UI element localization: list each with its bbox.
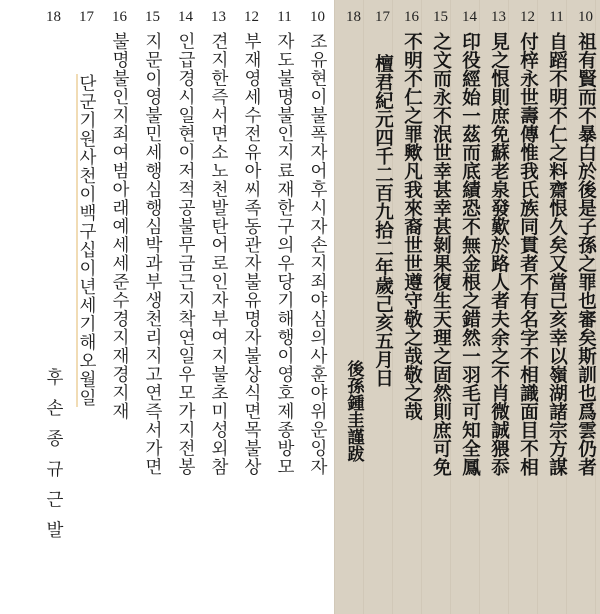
translation-column-17	[70, 0, 103, 614]
column-number: 11	[277, 9, 292, 25]
column-number: 14	[178, 9, 193, 25]
original-column-13	[484, 0, 513, 614]
translation-column-18	[37, 0, 70, 614]
column-number: 13	[211, 9, 226, 25]
column-text: 조유현이불폭자어후시자손지죄야심의사훈야위운잉자	[307, 32, 328, 476]
translation-column-16	[103, 0, 136, 614]
column-text: 부재영세수전유아씨족동관자불유명자불상식면목불상	[241, 32, 262, 476]
column-number: 17	[79, 9, 94, 25]
translation-column-12	[235, 0, 268, 614]
column-number: 11	[549, 9, 564, 25]
column-text: 付梓永世壽傳惟我氏族同貫者不有名字不相識面目不相	[517, 32, 539, 476]
original-column-12	[513, 0, 542, 614]
column-number: 16	[404, 9, 419, 25]
column-text: 지문이영불민세행심행심박과부생천리지고연즉서가면	[142, 32, 163, 476]
column-number: 17	[375, 9, 390, 25]
original-column-15	[426, 0, 455, 614]
column-number: 10	[310, 9, 325, 25]
column-number: 18	[46, 9, 61, 25]
column-number: 15	[433, 9, 448, 25]
column-number: 15	[145, 9, 160, 25]
column-number: 12	[244, 9, 259, 25]
original-column-10	[571, 0, 600, 614]
column-text: 불명불인지죄여범아래예세세준수경지재경지재	[109, 32, 130, 421]
signature-text: 後孫鍾圭謹跋	[343, 360, 364, 462]
column-text: 不明不仁之罪歟凡我來裔世世遵守敬之哉敬之哉	[401, 32, 423, 421]
original-text-panel	[334, 0, 600, 614]
column-text: 檀君紀元四千二百九拾二年歲己亥五月日	[372, 54, 394, 387]
column-text: 之文而永不泯世幸甚幸甚剝果復生天理之固然則庶可免	[430, 32, 452, 476]
translation-column-13	[202, 0, 235, 614]
translation-column-15	[136, 0, 169, 614]
column-number: 10	[578, 9, 593, 25]
signature-text: 후손종규근발	[43, 368, 64, 551]
column-text: 자도불명불인지료재한구의우당기해행이영호제종방모	[274, 32, 295, 476]
column-text: 견지한즉서면소노천발탄어로인자부여지불초미성외참	[208, 32, 229, 476]
column-text: 自蹈不明不仁之料齋恨久矣又當己亥幸以嶺湖諸宗方謀	[546, 32, 568, 476]
column-number: 18	[346, 9, 361, 25]
original-column-11	[542, 0, 571, 614]
original-column-17	[368, 0, 397, 614]
original-column-16	[397, 0, 426, 614]
original-column-18	[339, 0, 368, 614]
translation-column-11	[268, 0, 301, 614]
column-text: 단군기원사천이백구십이년세기해오월일	[76, 74, 97, 407]
column-number: 13	[491, 9, 506, 25]
column-number: 16	[112, 9, 127, 25]
original-column-14	[455, 0, 484, 614]
column-text: 祖有賢而不暴白於後是子孫之罪也審矣斯訓也爲雲仍者	[575, 32, 597, 476]
column-text: 인급경시일현이저적공불무금근지착연일우모가지전봉	[175, 32, 196, 476]
column-text: 印役經始一茲而底績恐不無金根之錯然一羽毛可知全鳳	[459, 32, 481, 476]
column-text: 見之恨則庶免蘇老泉發歎於路人者夫余之不肖微誠猥忝	[488, 32, 510, 476]
column-number: 14	[462, 9, 477, 25]
column-number: 12	[520, 9, 535, 25]
translation-column-14	[169, 0, 202, 614]
translation-column-10	[301, 0, 334, 614]
